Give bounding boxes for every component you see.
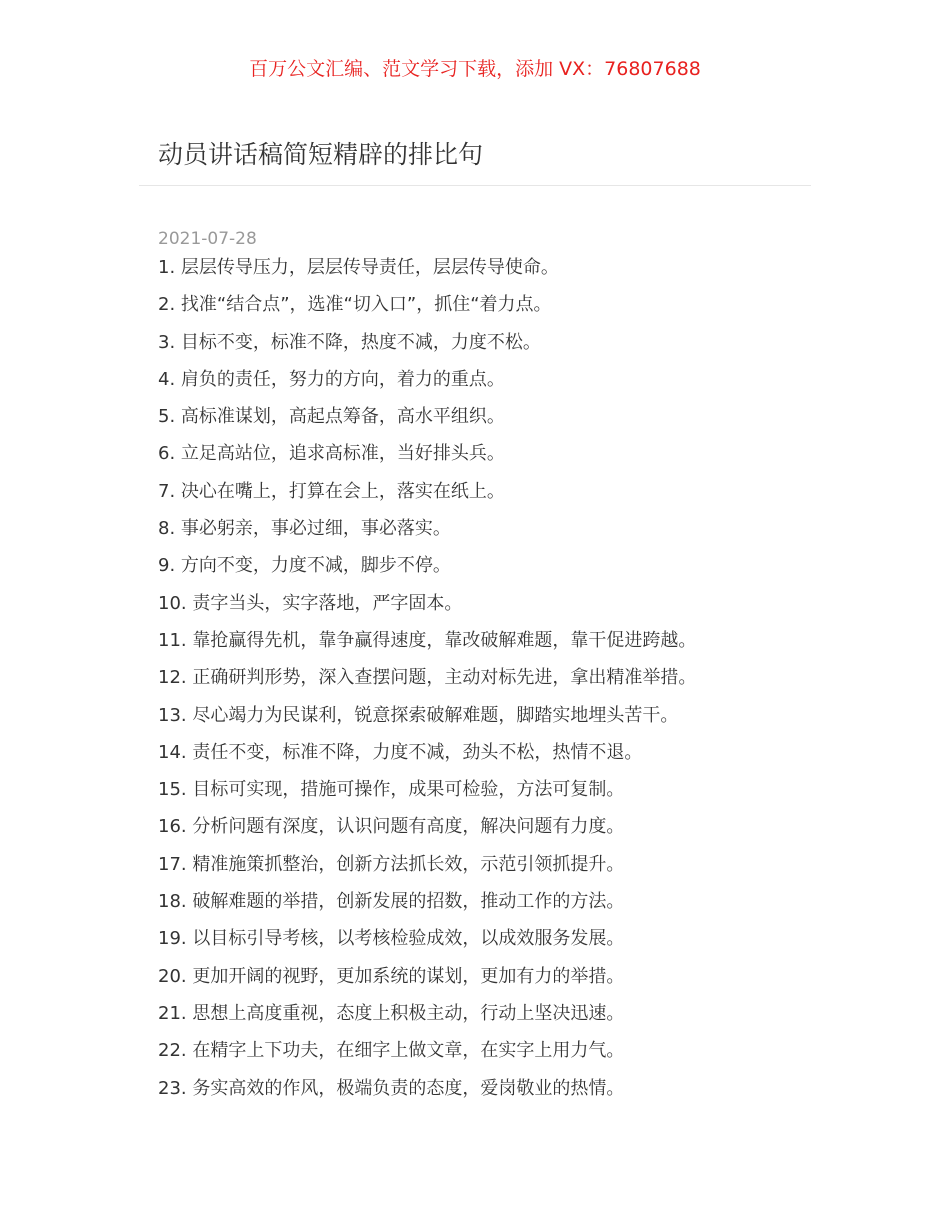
list-item: 2. 找准“结合点”，选准“切入口”，抓住“着力点。 [158, 294, 552, 316]
article-date: 2021-07-28 [158, 229, 257, 249]
list-item: 1. 层层传导压力，层层传导责任，层层传导使命。 [158, 257, 559, 278]
list-item: 21. 思想上高度重视，态度上积极主动，行动上坚决迅速。 [158, 1002, 625, 1024]
list-item: 22. 在精字上下功夫，在细字上做文章，在实字上用力气。 [158, 1040, 625, 1062]
list-item: 20. 更加开阔的视野，更加系统的谋划，更加有力的举措。 [158, 965, 625, 987]
list-item: 9. 方向不变，力度不减，脚步不停。 [158, 555, 451, 577]
list-item: 23. 务实高效的作风，极端负责的态度，爱岗敬业的热情。 [158, 1077, 625, 1099]
article-title: 动员讲话稿简短精辟的排比句 [158, 140, 484, 169]
list-item: 13. 尽心竭力为民谋利，锐意探索破解难题，脚踏实地埋头苦干。 [158, 704, 679, 726]
list-item: 16. 分析问题有深度，认识问题有高度，解决问题有力度。 [158, 816, 625, 838]
list-item: 8. 事必躬亲，事必过细，事必落实。 [158, 518, 451, 540]
list-item: 14. 责任不变，标准不降，力度不减，劲头不松，热情不退。 [158, 741, 643, 763]
list-item: 12. 正确研判形势，深入查摆问题，主动对标先进，拿出精准举措。 [158, 667, 697, 689]
list-item: 6. 立足高站位，追求高标准，当好排头兵。 [158, 443, 505, 465]
list-item: 4. 肩负的责任，努力的方向，着力的重点。 [158, 368, 505, 390]
list-item: 15. 目标可实现，措施可操作，成果可检验，方法可复制。 [158, 779, 625, 801]
list-item: 19. 以目标引导考核，以考核检验成效，以成效服务发展。 [158, 928, 625, 950]
list-item: 5. 高标准谋划，高起点筹备，高水平组织。 [158, 406, 505, 428]
list-item: 18. 破解难题的举措，创新发展的招数，推动工作的方法。 [158, 891, 625, 913]
list-item: 3. 目标不变，标准不降，热度不减，力度不松。 [158, 331, 541, 353]
title-divider [139, 185, 811, 186]
header-banner: 百万公文汇编、范文学习下载，添加 VX：76807688 [249, 58, 701, 80]
list-item: 11. 靠抢赢得先机，靠争赢得速度，靠改破解难题，靠干促进跨越。 [158, 629, 697, 651]
list-item: 10. 责字当头，实字落地，严字固本。 [158, 592, 463, 614]
list-item: 17. 精准施策抓整治，创新方法抓长效，示范引领抓提升。 [158, 853, 625, 875]
list-item: 7. 决心在嘴上，打算在会上，落实在纸上。 [158, 480, 505, 502]
phrase-list [158, 253, 696, 1111]
